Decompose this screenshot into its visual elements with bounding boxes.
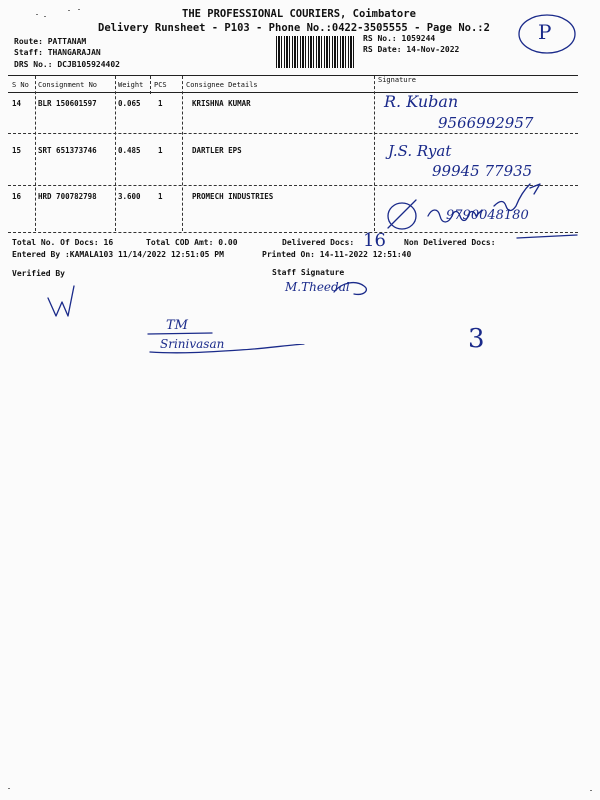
col-signature: Signature (378, 76, 416, 84)
total-docs: Total No. Of Docs: 16 (12, 238, 114, 247)
verified-by-label: Verified By (12, 269, 65, 278)
row14-sno: 14 (12, 99, 22, 108)
runsheet-title: Delivery Runsheet - P103 - Phone No.:0422-3505555 - Page No.:2 (98, 22, 490, 34)
delivered-handwritten: 16 (363, 230, 386, 251)
row14-phone: 9566992957 (438, 114, 534, 132)
verifier-name-strokes (148, 344, 308, 358)
staff-signature-label: Staff Signature (272, 268, 345, 277)
staff-signature-loop (330, 278, 375, 298)
col-weight: Weight (118, 81, 144, 89)
col-consignee: Consignee Details (186, 81, 258, 89)
verifier-name: Srinivasan (160, 337, 225, 351)
staff-label: Staff: THANGARAJAN (14, 48, 101, 57)
verifier-check-mark (44, 282, 78, 322)
row14-weight: 0.065 (118, 99, 141, 108)
barcode (276, 36, 356, 68)
row15-consignment: SRT 651373746 (38, 146, 97, 155)
non-delivered-docs: Non Delivered Docs: (404, 238, 496, 247)
verifier-initials: TM (166, 318, 188, 333)
row15-signature: J.S. Ryat (388, 142, 452, 160)
row15-phone: 99945 77935 (432, 162, 533, 180)
row15-consignee: DARTLER EPS (192, 146, 242, 155)
printed-on: Printed On: 14-11-2022 12:51:40 (262, 250, 412, 259)
rs-number: RS No.: 1059244 (363, 34, 436, 43)
row14-consignment: BLR 150601597 (38, 99, 97, 108)
row16-signature (384, 176, 580, 236)
col-consignment: Consignment No (38, 81, 98, 89)
row14-consignee: KRISHNA KUMAR (192, 99, 251, 108)
page-digit-handwritten: 3 (468, 324, 485, 354)
col-pcs: PCS (154, 81, 167, 89)
row16-consignment: HRD 700782798 (38, 192, 97, 201)
non-delivered-dash (515, 232, 580, 242)
total-cod: Total COD Amt: 0.00 (146, 238, 238, 247)
col-sno: S No (12, 81, 29, 89)
row15-weight: 0.485 (118, 146, 141, 155)
delivered-docs: Delivered Docs: (282, 238, 355, 247)
row16-weight: 3.600 (118, 192, 141, 201)
row16-phone: 9790048180 (446, 208, 529, 223)
drs-number: DRS No.: DCJB105924402 (14, 60, 120, 69)
row16-pcs: 1 (158, 192, 163, 201)
staff-signature-handwritten: M.Theedal (285, 280, 350, 294)
row15-pcs: 1 (158, 146, 163, 155)
row16-sno: 16 (12, 192, 22, 201)
entered-by: Entered By :KAMALA103 11/14/2022 12:51:05 PM (12, 250, 224, 259)
row16-consignee: PROMECH INDUSTRIES (192, 192, 274, 201)
row15-sno: 15 (12, 146, 22, 155)
route-label: Route: PATTANAM (14, 37, 87, 46)
rs-date: RS Date: 14-Nov-2022 (363, 45, 460, 54)
row14-signature: R. Kuban (384, 92, 459, 111)
company-title: THE PROFESSIONAL COURIERS, Coimbatore (182, 8, 416, 20)
circled-p-letter: P (538, 20, 552, 44)
row14-pcs: 1 (158, 99, 163, 108)
